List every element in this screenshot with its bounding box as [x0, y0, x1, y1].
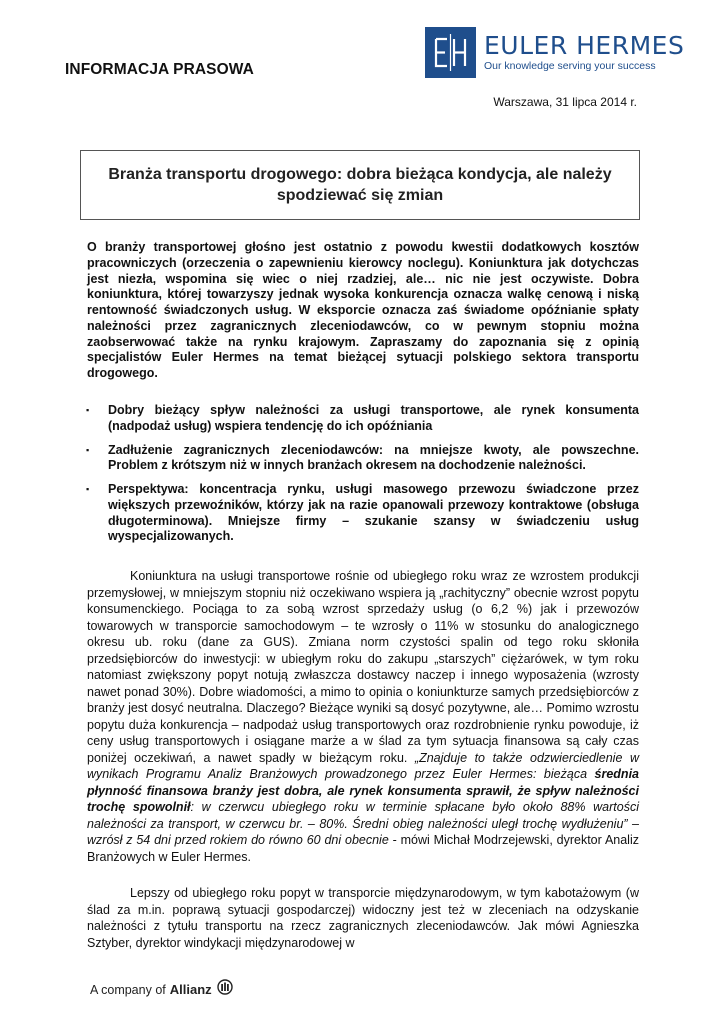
- footer-prefix: A company of: [90, 982, 166, 997]
- quote-text: „Znajduje to także odzwierciedlenie w wynikach Programu Analiz Branżowych prowadzonego przez Euler Hermes: bieżąca: [87, 750, 639, 781]
- quote-attribution: - mówi Michał Modrzejewski, dyrektor Analiz Branżowych w Euler Hermes.: [87, 833, 639, 864]
- paragraph-text: Koniunktura na usługi transportowe rośnie od ubiegłego roku wraz ze wzrostem produkcji przemysłowej, w mniejszym stopniu niż oczekiwano wspiera ją „rachityczny” obecnie wzrost popytu konsumenckiego. Pociąga to za sobą wzrost sprzedaży usług (o 6,2 %) jak i przewozów towarowych w transporcie samochodowym – te wzrosły o 11% w stosunku do analogicznego okresu ub. roku (dane za GUS). Zmiana norm czystości spalin od tego roku skłoniła przedsiębiorców do inwestycji: w ubiegłym roku do zakupu „starszych” ciężarówek, w tym roku natomiast zwiększony popyt notują zwłaszcza dostawcy naczep i innego wyposażenia (wzrosty nawet ponad 30%). Dobre wiadomości, a mimo to opinia o koniunkturze samych przedsiębiorców z branży jest dosyć neutralna. Dlaczego? Bieżące wyniki są dosyć pozytywne, ale… Pomimo wzrostu popytu duża konkurencja – nadpodaż usług transportowych oraz rozdrobnienie rynku powoduje, iż ceny usług transportowych i osiągane marże a w ślad za tym sytuacja finansowa są cały czas poniżej oczekiwań, a nawet spadły w bieżącym roku.: [87, 569, 639, 765]
- square-bullet-icon: ▪: [86, 444, 90, 455]
- key-point-text: Dobry bieżący spływ należności za usługi transportowe, ale rynek konsumenta (nadpodaż usług) wspiera tendencję do ich opóźniania: [108, 403, 639, 433]
- body-paragraph-1: [87, 568, 639, 865]
- headline: Branża transportu drogowego: dobra bieżąca kondycja, ale należy spodziewać się zmian: [108, 166, 612, 204]
- key-points-list: [86, 403, 639, 553]
- lead-paragraph: O branży transportowej głośno jest ostatnio z powodu kwestii dodatkowych kosztów pracowniczych (orzeczenia o zapewnieniu kierowcy noclegu). Koniunktura jak dotychczas jest niezła, wspomina się wiec o niej rzadziej, ale… nic nie jest oczywiste. Dobra koniunktura, której towarzyszy jednak wysoka konkurencja oznacza walkę cenową i niską rentowność świadczonych usług. W eksporcie oznacza zaś świadome opóźnianie spłaty należności przez zagranicznych zleceniodawców, co w pewnym stopniu można zaobserwować także na rynku krajowym. Zapraszamy do zapoznania się z opinią specjalistów Euler Hermes na temat bieżącej sytuacji polskiego sektora transportu drogowego.: [87, 240, 639, 380]
- company-logo: [425, 27, 684, 78]
- footer-allianz: [90, 979, 233, 1000]
- key-point-item: [86, 482, 639, 545]
- allianz-logo-icon: [217, 979, 233, 1000]
- square-bullet-icon: ▪: [86, 484, 90, 494]
- logo-brand-name: EULER HERMES: [484, 31, 685, 60]
- document-type-title: INFORMACJA PRASOWA: [65, 61, 254, 78]
- allianz-logo-glyph: [217, 979, 233, 995]
- publication-date: Warszawa, 31 lipca 2014 r.: [493, 95, 637, 109]
- headline-box: [80, 150, 640, 220]
- logo-tagline: Our knowledge serving your success: [484, 60, 656, 72]
- quote-emphasis: średnia płynność finansowa branży jest dobra, ale rynek konsumenta sprawił, że spływ należności trochę spowolnił: [87, 767, 639, 814]
- square-bullet-icon: ▪: [86, 405, 90, 415]
- key-point-text: Perspektywa: koncentracja rynku, usługi masowego przewozu świadczone przez większych przewoźników, którzy jak na razie opanowali przewozy kontraktowe (obsługa długoterminowa). Mniejsze firmy – szukanie szansy w świadczeniu usług wyspecjalizowanych.: [108, 482, 639, 544]
- key-point-item: [86, 403, 639, 435]
- body-paragraph-2: Lepszy od ubiegłego roku popyt w transporcie międzynarodowym, w tym kabotażowym (w ślad za m.in. poprawą sytuacji gospodarczej) widoczny jest też w zleceniach na odzyskanie należności z tytułu transportu na rzecz zagranicznych zleceniodawców. Jak mówi Agnieszka Sztyber, dyrektor windykacji międzynarodowej w: [87, 886, 639, 950]
- euler-hermes-logo-glyph: [425, 27, 476, 78]
- footer-brand-name: Allianz: [169, 982, 212, 997]
- quote-text-end: : w czerwcu ubiegłego roku w terminie spłacane było około 88% wartości należności za transport, w czerwcu br. – 80%. Średni obieg należności uległ trochę wydłużeniu” – wzrósł z 54 dni przed rokiem do równo 60 dni obecnie: [87, 800, 639, 847]
- euler-hermes-logo-icon: [425, 27, 476, 78]
- key-point-text: Zadłużenie zagranicznych zleceniodawców: na mniejsze kwoty, ale powszechne. Problem z krótszym niż w innych branżach okresem na dochodzenie należności.: [108, 442, 639, 473]
- key-point-item: [86, 443, 639, 475]
